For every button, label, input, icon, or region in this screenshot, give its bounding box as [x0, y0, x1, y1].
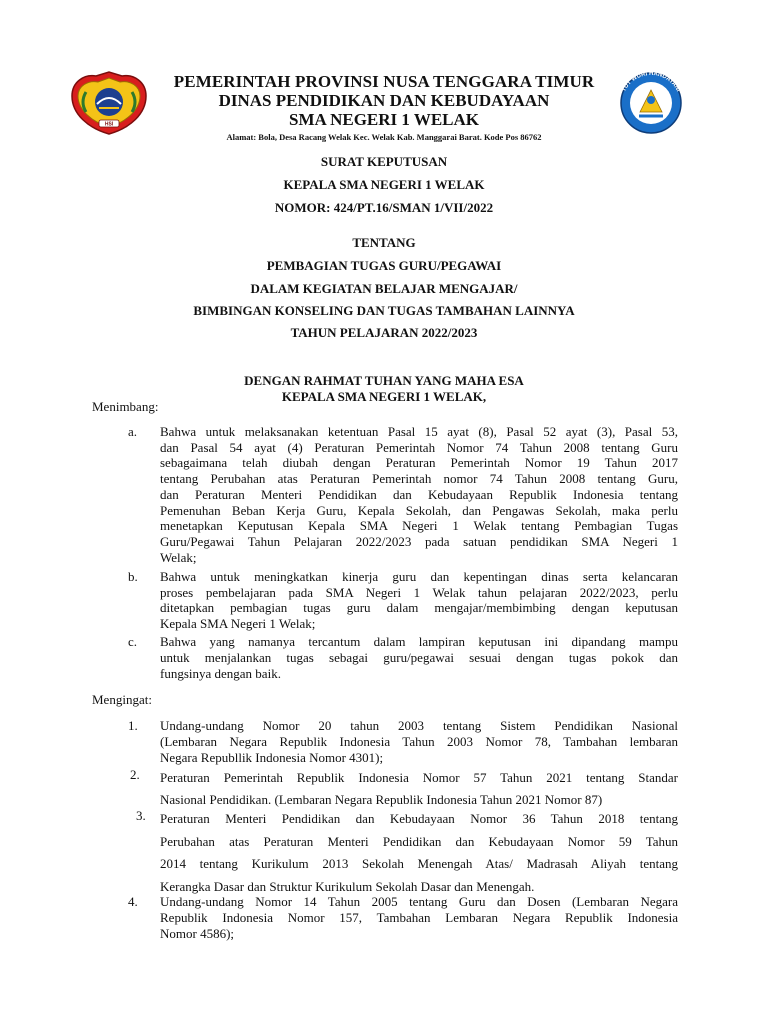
letterhead-department: DINAS PENDIDIKAN DAN KEBUDAYAAN	[218, 91, 550, 110]
item-line: Kepala SMA Negeri 1 Welak;	[160, 616, 316, 632]
item-marker: a.	[128, 424, 138, 439]
decree-number: NOMOR: 424/PT.16/SMAN 1/VII/2022	[274, 200, 494, 215]
item-line: Undang-undang Nomor 20 tahun 2003 tentang Sistem Pendidikan Nasional	[160, 718, 678, 733]
logo-motto-text: TUT WURI HANDAYANI	[621, 70, 681, 93]
regional-crest-icon	[66, 68, 152, 138]
item-line: Undang-undang Nomor 14 Tahun 2005 tentang Guru dan Dosen (Lembaran Negara	[160, 894, 678, 909]
decree-issuer: KEPALA SMA NEGERI 1 WELAK	[283, 177, 485, 192]
item-line: Negara Republlik Indonesia Nomor 4301);	[160, 750, 384, 765]
item-line: Perubahan atas Peraturan Menteri Pendidikan dan Kebudayaan Nomor 59 Tahun	[160, 833, 678, 849]
item-line: 2014 tentang Kurikulum 2013 Sekolah Menengah Atas/ Madrasah Aliyah tentang	[160, 856, 678, 871]
item-line: (Lembaran Negara Republik Indonesia Tahun 2003 Nomor 78, Tambahan lembaran	[160, 734, 678, 749]
item-line: tentang Perubahan atas Peraturan Pemerintah nomor 74 Tahun 2008 tentang Guru,	[160, 471, 678, 487]
item-line: fungsinya dengan baik.	[160, 666, 281, 681]
item-line: Nomor 4586);	[160, 926, 235, 941]
item-marker: b.	[128, 569, 138, 584]
item-line: sebagaimana telah diubah dengan Peraturan Pemerintah Nomor 19 Tahun 2017	[160, 455, 678, 471]
item-line: dan Pasal 54 ayat (4) Peraturan Pemerintah Nomor 74 Tahun 2008 tentang Guru	[160, 439, 678, 455]
item-marker: 4.	[128, 894, 138, 909]
item-line: ditetapkan pembagian tugas guru dalam mengajar/membimbing dengan keputusan	[160, 600, 678, 616]
item-line: Guru/Pegawai Tahun Pelajaran 2022/2023 pada satuan pendidikan SMA Negeri 1	[160, 533, 678, 549]
item-line: Bahwa yang namanya tercantum dalam lampiran keputusan ini dipandang mampu	[160, 634, 678, 649]
item-line: Pemenuhan Beban Kerja Guru, Kepala Sekolah, dan Pengawas Sekolah, maka perlu	[160, 502, 678, 518]
decree-subject-line: PEMBAGIAN TUGAS GURU/PEGAWAI	[266, 258, 502, 273]
item-line: dan Peraturan Menteri Pendidikan dan Kebudayaan Republik Indonesia tentang	[160, 486, 678, 502]
decree-subject-line: BIMBINGAN KONSELING DAN TUGAS TAMBAHAN LAINNYA	[193, 303, 575, 318]
item-line: proses pembelajaran pada SMA Negeri 1 Welak tahun pelajaran 2022/2023, perlu	[160, 584, 678, 600]
item-line: Peraturan Menteri Pendidikan dan Kebudayaan Nomor 36 Tahun 2018 tentang	[160, 811, 678, 826]
item-line: Bahwa untuk melaksanakan ketentuan Pasal 15 ayat (8), Pasal 52 ayat (3), Pasal 53,	[160, 424, 678, 439]
item-marker: 3.	[136, 808, 146, 823]
decree-subject-line: TAHUN PELAJARAN 2022/2023	[290, 325, 478, 340]
item-line: Kerangka Dasar dan Struktur Kurikulum Sekolah Dasar dan Menengah.	[160, 878, 535, 894]
item-line: untuk menjalankan tugas sebagai guru/pegawai sesuai dengan tugas pokok dan	[160, 650, 678, 665]
item-line: Peraturan Pemerintah Republik Indonesia Nomor 57 Tahun 2021 tentang Standar	[160, 770, 678, 785]
item-line: menetapkan Keputusan Kepala SMA Negeri 1 Welak tentang Pembagian Tugas	[160, 518, 678, 534]
item-marker: 1.	[128, 718, 138, 733]
mengingat-label: Mengingat:	[92, 692, 152, 707]
letterhead-address: Alamat: Bola, Desa Racang Welak Kec. Welak Kab. Manggarai Barat. Kode Pos 86762	[226, 132, 542, 142]
menimbang-label: Menimbang:	[92, 399, 159, 414]
crest-banner-text: HSI	[104, 121, 114, 128]
tut-wuri-handayani-icon	[612, 70, 690, 134]
letterhead-school: SMA NEGERI 1 WELAK	[288, 110, 480, 129]
item-line: Nasional Pendidikan. (Lembaran Negara Republik Indonesia Tahun 2021 Nomor 87)	[160, 792, 603, 807]
decree-opening: DENGAN RAHMAT TUHAN YANG MAHA ESA	[244, 373, 524, 388]
item-line: Republik Indonesia Nomor 157, Tambahan Lembaran Negara Republik Indonesia	[160, 910, 678, 925]
decree-subject-line: DALAM KEGIATAN BELAJAR MENGAJAR/	[250, 281, 518, 296]
decree-tentang: TENTANG	[352, 235, 416, 250]
decree-opening: KEPALA SMA NEGERI 1 WELAK,	[281, 389, 487, 404]
item-line: Bahwa untuk meningkatkan kinerja guru dan kepentingan dinas serta kelancaran	[160, 569, 678, 584]
item-marker: 2.	[130, 767, 140, 782]
letterhead-government: PEMERINTAH PROVINSI NUSA TENGGARA TIMUR	[173, 72, 595, 91]
item-marker: c.	[128, 634, 138, 649]
decree-title: SURAT KEPUTUSAN	[320, 154, 448, 169]
item-line: Welak;	[160, 549, 197, 565]
